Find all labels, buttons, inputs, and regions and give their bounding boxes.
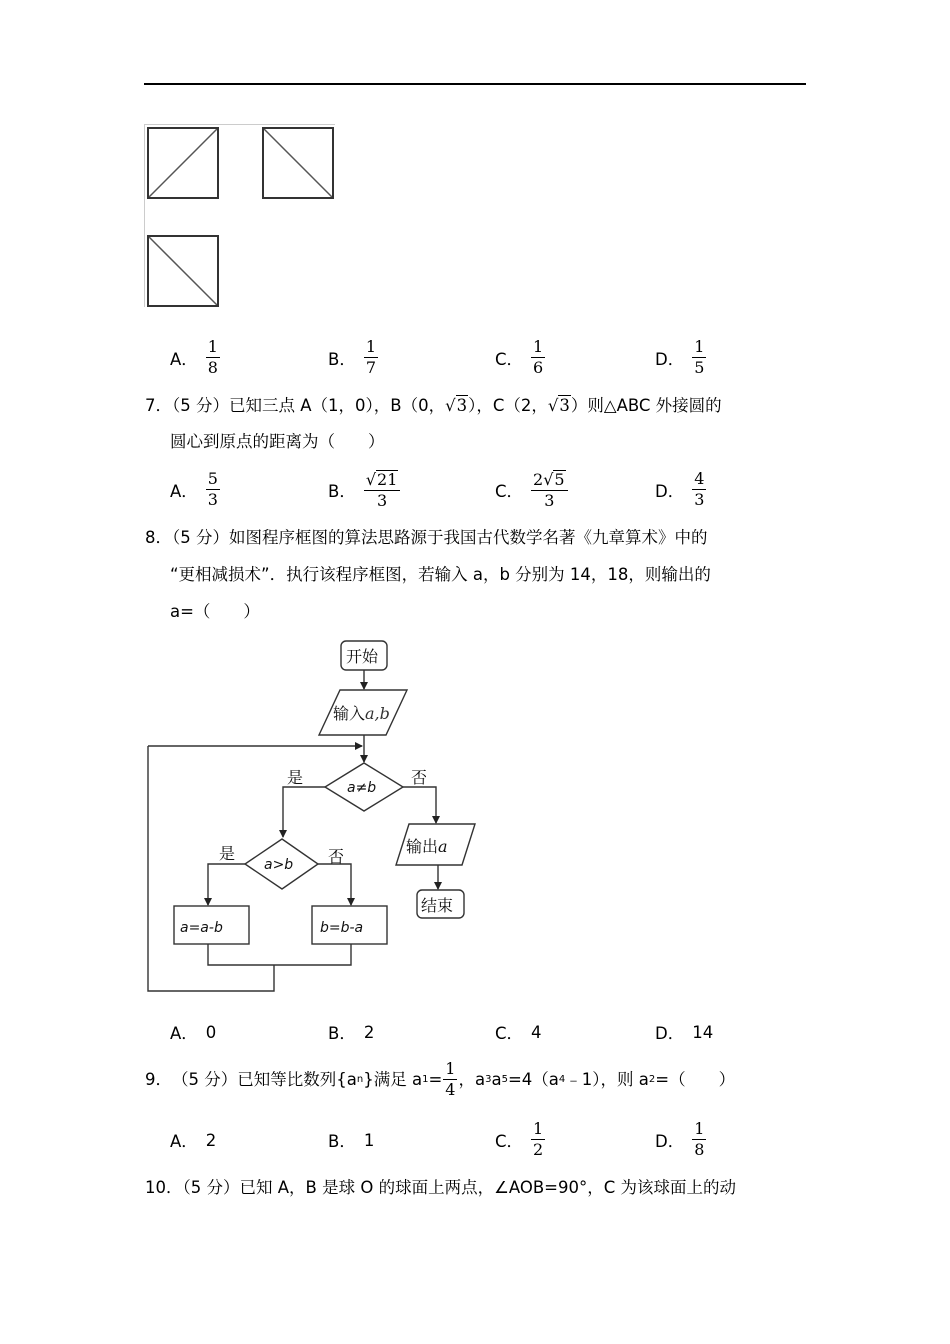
q9-option-a[interactable]: A． 2 bbox=[170, 1130, 217, 1151]
q7-option-c[interactable]: C． 2√ 5 3 bbox=[495, 470, 568, 510]
q6-option-d[interactable]: D． $\frac{1}{5}$ bbox=[655, 337, 705, 377]
fraction: $\frac{1}{4}$ bbox=[445, 1059, 456, 1099]
start-label: 开始 bbox=[346, 647, 379, 666]
fraction: $\frac{1}{2}$ bbox=[533, 1119, 544, 1159]
q10-line1: 10．（5 分）已知 A，B 是球 O 的球面上两点，∠AOB=90°，C 为该球面上的动 bbox=[145, 1178, 736, 1197]
output-label: 输出a bbox=[406, 837, 448, 856]
q6-option-c[interactable]: C． $\frac{1}{6}$ bbox=[495, 337, 544, 377]
end-label: 结束 bbox=[421, 896, 454, 915]
q7-option-a[interactable]: A． $\frac{5}{3}$ bbox=[170, 469, 218, 509]
yes-label-1: 是 bbox=[287, 768, 304, 787]
q6-option-b[interactable]: B． $\frac{1}{7}$ bbox=[328, 337, 377, 377]
q9-option-b[interactable]: B． 1 bbox=[328, 1130, 375, 1151]
sqrt-3: √ 3 bbox=[547, 396, 570, 415]
cond1-label: a≠b bbox=[347, 780, 377, 796]
q7-line2: 圆心到原点的距离为（ ） bbox=[170, 432, 385, 451]
fraction: $\frac{1}{7}$ bbox=[365, 337, 377, 377]
cond2-label: a>b bbox=[264, 857, 294, 873]
fraction: 2√ 5 3 bbox=[531, 470, 568, 510]
step-no-label: b=b-a bbox=[320, 920, 364, 936]
q8-line2: “更相减损术”．执行该程序框图，若输入 a，b 分别为 14，18，则输出的 bbox=[170, 565, 711, 584]
fraction: $\frac{4}{3}$ bbox=[694, 469, 705, 509]
fraction: $\frac{5}{3}$ bbox=[207, 469, 218, 509]
input-label: 输入a,b bbox=[333, 704, 390, 723]
fraction: √ 21 3 bbox=[364, 470, 401, 510]
no-label-1: 否 bbox=[411, 768, 428, 787]
sqrt-3: √ 3 bbox=[445, 396, 468, 415]
q7-option-b[interactable]: B． √ 21 3 bbox=[328, 470, 400, 510]
q8-line1: 8．（5 分）如图程序框图的算法思路源于我国古代数学名著《九章算术》中的 bbox=[145, 528, 708, 547]
q7-option-d[interactable]: D． $\frac{4}{3}$ bbox=[655, 469, 705, 509]
yes-label-2: 是 bbox=[219, 844, 236, 863]
fraction: $\frac{1}{5}$ bbox=[694, 337, 705, 377]
no-label-2: 否 bbox=[328, 847, 345, 866]
q9-option-c[interactable]: C． $\frac{1}{2}$ bbox=[495, 1119, 544, 1159]
step-yes-label: a=a-b bbox=[180, 920, 223, 936]
q8-option-c[interactable]: C． 4 bbox=[495, 1022, 542, 1043]
q8-option-d[interactable]: D． 14 bbox=[655, 1022, 714, 1043]
fraction: $\frac{1}{8}$ bbox=[694, 1119, 705, 1159]
q6-option-a[interactable]: A． $\frac{1}{8}$ bbox=[170, 337, 218, 377]
fraction: $\frac{1}{6}$ bbox=[533, 337, 544, 377]
q8-option-a[interactable]: A． 0 bbox=[170, 1022, 217, 1043]
q7-line1: 7．（5 分）已知三点 A（1，0），B（0，√ 3 ），C（2，√ 3 ）则△ABC 外接圆的 bbox=[145, 396, 722, 415]
q8-option-b[interactable]: B． 2 bbox=[328, 1022, 375, 1043]
q9-option-d[interactable]: D． $\frac{1}{8}$ bbox=[655, 1119, 705, 1159]
q9-line: 9． （5 分）已知等比数列{a n }满足 a 1 = $\frac{1}{4}$ ，a 3 a 5 =4（a 4 ﹣1），则 a 2 =（ ） bbox=[145, 1059, 736, 1099]
fraction: $\frac{1}{8}$ bbox=[207, 337, 218, 377]
q8-line3: a=（ ） bbox=[170, 602, 260, 621]
